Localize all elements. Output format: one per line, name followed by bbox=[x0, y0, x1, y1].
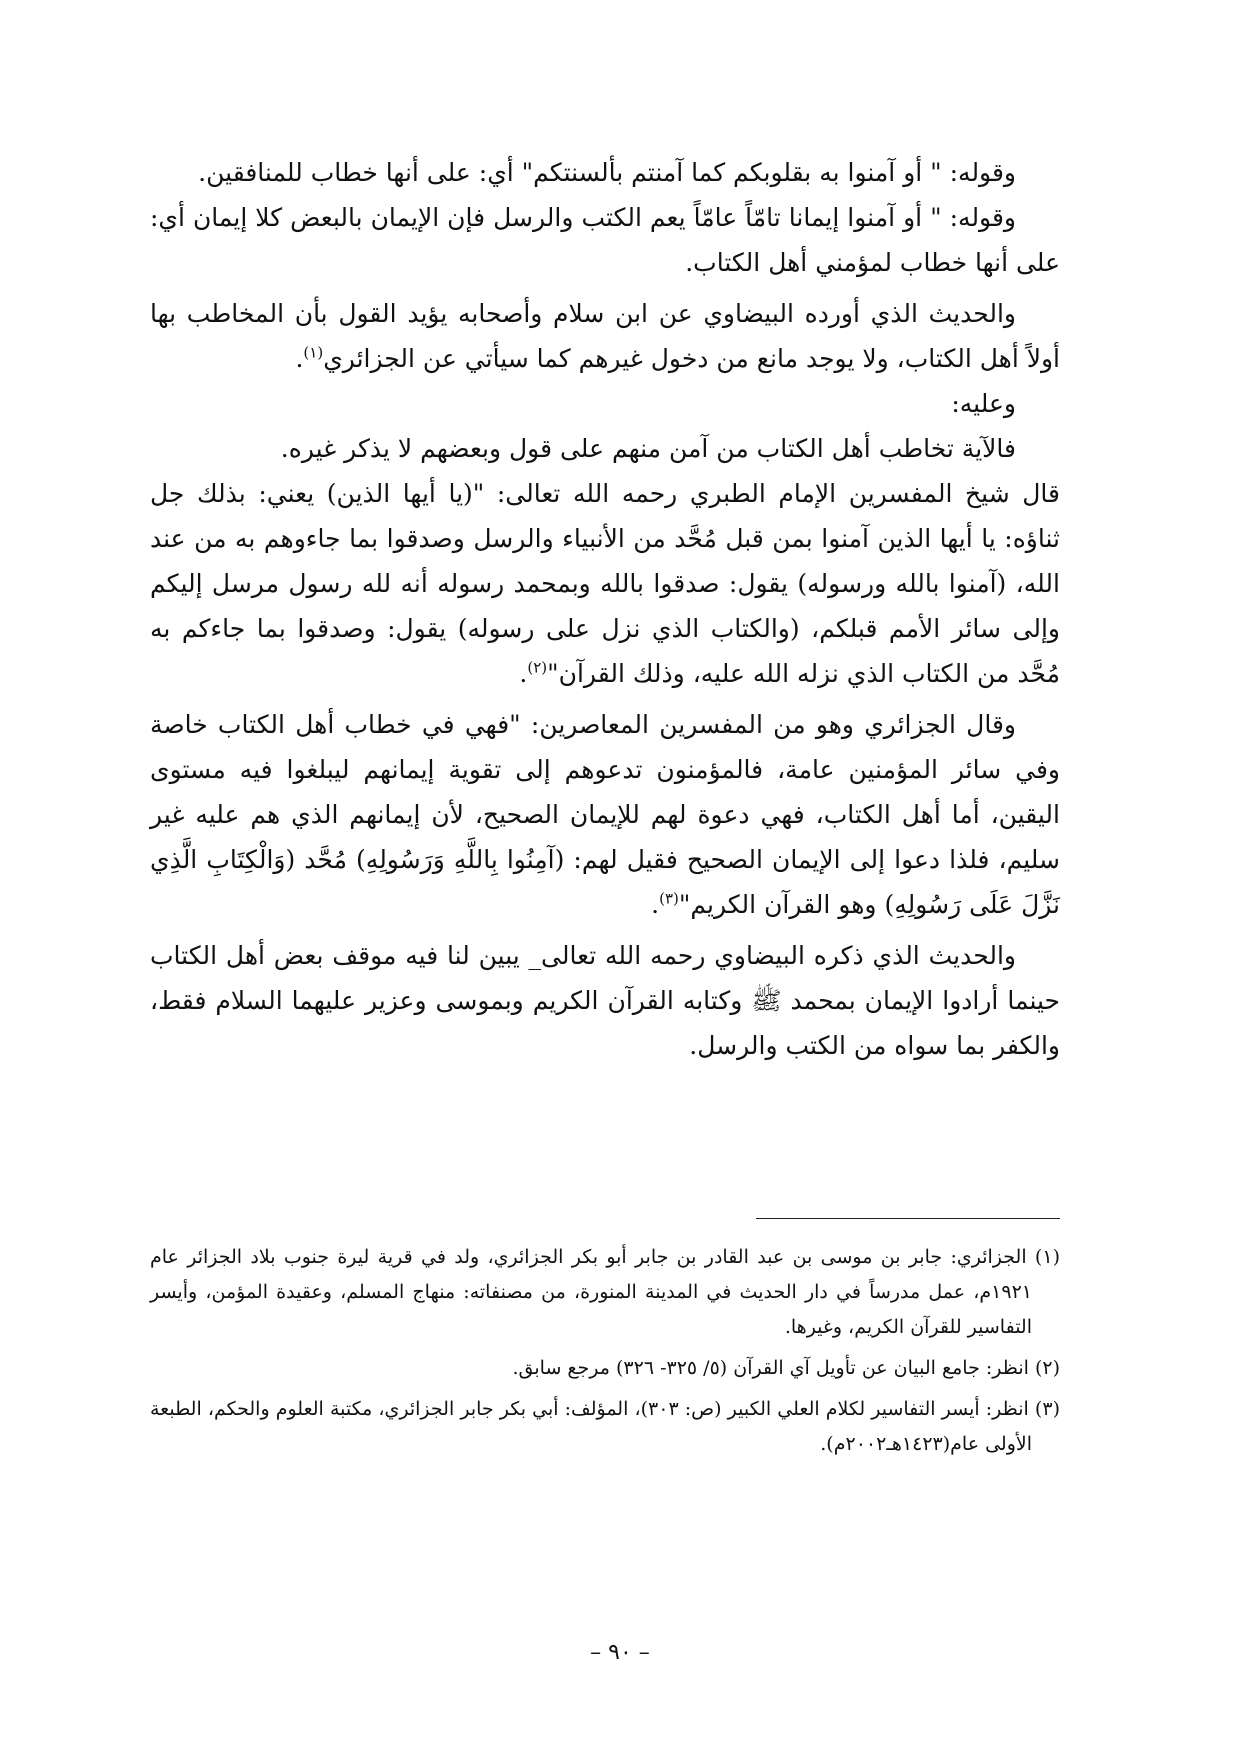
paragraph: والحديث الذي ذكره البيضاوي رحمه الله تعالى_ يبين لنا فيه موقف بعض أهل الكتاب حينما أرادوا الإيمان بمحمد ﷺ وكتابه القرآن الكريم وبموسى وعزير عليهما السلام فقط، والكفر بما سواه من الكتب والرسل. bbox=[150, 941, 1060, 1060]
footnotes bbox=[150, 1240, 1060, 1468]
footnote: (٢) انظر: جامع البيان عن تأويل آي القرآن (٥/ ٣٢٥- ٣٢٦) مرجع سابق. bbox=[512, 1357, 1060, 1379]
footnote-ref[interactable]: (١) bbox=[303, 343, 324, 362]
paragraph: وقوله: " أو آمنوا إيمانا تامّاً عامّاً يعم الكتب والرسل فإن الإيمان بالبعض كلا إيمان أي: على أنها خطاب لمؤمني أهل الكتاب. bbox=[150, 203, 1060, 277]
paragraph: وقال الجزائري وهو من المفسرين المعاصرين: "فهي في خطاب أهل الكتاب خاصة وفي سائر المؤمنين عامة، فالمؤمنون تدعوهم إلى تقوية إيمانهم ليبلغوا فيه مستوى اليقين، أما أهل الكتاب، فهي دعوة لهم للإيمان الصحيح، لأن إيمانهم الذي هم عليه غير سليم، فلذا دعوا إلى الإيمان الصحيح فقيل لهم: (آمِنُوا بِاللَّهِ وَرَسُولِهِ) مُحَّد (وَالْكِتَابِ الَّذِي نَزَّلَ عَلَى رَسُولِهِ) وهو القرآن الكريم"$^{(٣)}$. bbox=[150, 710, 1060, 919]
footnote-ref[interactable]: (٣) bbox=[659, 889, 679, 908]
paragraph: والحديث الذي أورده البيضاوي عن ابن سلام وأصحابه يؤيد القول بأن المخاطب بها أولاً أهل الكتاب، ولا يوجد مانع من دخول غيرهم كما سيأتي عن الجزائري$^{(١)}$. bbox=[150, 299, 1060, 373]
footnote-separator bbox=[756, 1218, 1060, 1219]
footnote: (١) الجزائري: جابر بن موسى بن عبد القادر بن جابر أبو بكر الجزائري، ولد في قرية ليرة جنوب بلاد الجزائر عام ١٩٢١م، عمل مدرساً في دار الحديث في المدينة المنورة، من مصنفاته: منهاج المسلم، وعقيدة المؤمن، وأيسر التفاسير للقرآن الكريم، وغيرها. bbox=[150, 1246, 1060, 1338]
paragraph: قال شيخ المفسرين الإمام الطبري رحمه الله تعالى: "(يا أيها الذين) يعني: بذلك جل ثناؤه: يا أيها الذين آمنوا بمن قبل مُحَّد من الأنبياء والرسل وصدقوا بما جاءوهم به من عند الله، (آمنوا بالله ورسوله) يقول: صدقوا بالله وبمحمد رسوله أنه لله رسول مرسل إليكم وإلى سائر الأمم قبلكم، (والكتاب الذي نزل على رسوله) يقول: وصدقوا بما جاءكم به مُحَّد من الكتاب الذي نزله الله عليه، وذلك القرآن"$^{(٢)}$. bbox=[150, 479, 1060, 688]
paragraph: وعليه: bbox=[951, 389, 1016, 418]
paragraph: فالآية تخاطب أهل الكتاب من آمن منهم على قول وبعضهم لا يذكر غيره. bbox=[280, 434, 1016, 463]
page-number: – ٩٠ – bbox=[590, 1640, 650, 1665]
paragraph: وقوله: " أو آمنوا به بقلوبكم كما آمنتم بألسنتكم" أي: على أنها خطاب للمنافقين. bbox=[198, 158, 1016, 187]
footnote: (٣) انظر: أيسر التفاسير لكلام العلي الكبير (ص: ٣٠٣)، المؤلف: أبي بكر جابر الجزائري، مكتبة العلوم والحكم، الطبعة الأولى عام(١٤٢٣هـ٢٠٠٢م). bbox=[150, 1398, 1060, 1455]
footnote-ref[interactable]: (٢) bbox=[527, 658, 548, 677]
main-text bbox=[150, 150, 1060, 1068]
